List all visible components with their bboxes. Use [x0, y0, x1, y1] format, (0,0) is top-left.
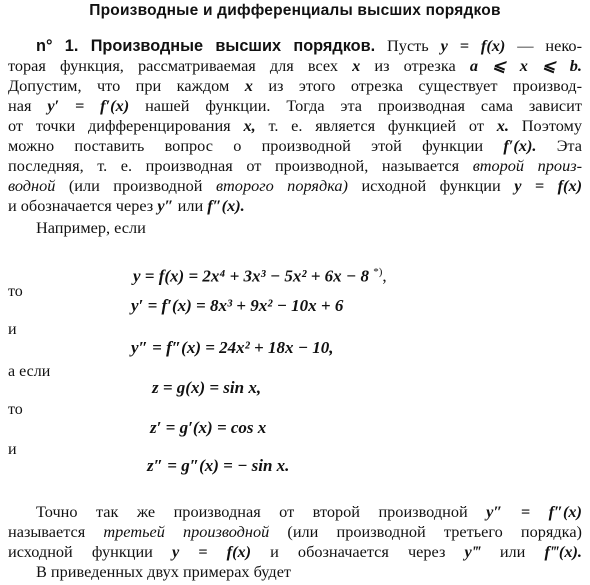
paragraph-line-7	[8, 156, 582, 176]
paragraph-line-5	[8, 116, 582, 136]
math-inline: y″ = f″(x)	[486, 502, 582, 521]
paragraph-line-1	[36, 36, 582, 56]
math-inline: y″	[157, 196, 174, 215]
paragraph-line-4	[8, 96, 582, 116]
text-fragment: или	[499, 542, 526, 561]
section-heading: n° 1. Производные высших порядков.	[36, 37, 376, 55]
math-inline: y = f(x)	[514, 176, 583, 195]
text-fragment: из отрезка	[374, 56, 456, 75]
equation-body: z′ = g′(x) = cos x	[150, 418, 267, 437]
text-fragment: из этого отрезка существует производ-	[268, 76, 583, 95]
last-line: В приведенных двух примерах будет	[36, 562, 292, 581]
math-inline: x,	[243, 116, 256, 135]
equation-2	[131, 296, 343, 316]
text-fragment: нашей функции. Тогда эта производная сама зависит	[145, 96, 582, 115]
equation-4	[152, 378, 261, 398]
paragraph2-line-3	[8, 542, 582, 562]
text-fragment: (или производной	[68, 176, 203, 195]
text-fragment: торая функция, рассматриваемая для всех	[8, 56, 339, 75]
text-fragment: — неко-	[517, 36, 582, 55]
connector-and-if: а если	[8, 363, 51, 380]
equation-6	[147, 456, 289, 476]
text-fragment: или	[177, 196, 204, 215]
math-inline: y = f(x)	[440, 36, 506, 55]
emphasis-term: второй произ-	[472, 156, 582, 175]
text-fragment: исходной функции	[8, 542, 153, 561]
connector-to: то	[8, 401, 23, 418]
equation-body: y″ = f″(x) = 24x² + 18x − 10,	[131, 338, 334, 357]
equation-3	[131, 338, 334, 358]
text-fragment: и обозначается через	[8, 196, 154, 215]
text-fragment: исходной функции	[361, 176, 501, 195]
emphasis-term: водной	[8, 176, 56, 195]
text-fragment: называется	[8, 522, 86, 541]
example-intro: Например, если	[36, 218, 146, 237]
equation-body: y′ = f′(x) = 8x³ + 9x² − 10x + 6	[131, 296, 344, 315]
text-fragment: Точно так же производная от второй производной	[36, 502, 468, 521]
math-inline: x	[244, 76, 253, 95]
equation-body: z = g(x) = sin x,	[152, 378, 262, 397]
math-inline: f‴(x).	[544, 542, 582, 561]
text-fragment: Эта	[556, 136, 582, 155]
paragraph-line-8	[8, 176, 582, 196]
connector-and: и	[8, 441, 17, 458]
paragraph-line-3	[8, 76, 582, 96]
paragraph2-line-1	[36, 502, 582, 522]
equation-body: y = f(x) = 2x⁴ + 3x³ − 5x² + 6x − 8	[133, 266, 369, 286]
math-inline: a ⩽ x ⩽ b.	[469, 56, 582, 75]
emphasis-term: второго порядка)	[215, 176, 348, 195]
text-fragment: Пусть	[387, 36, 429, 55]
paragraph-line-6	[8, 136, 582, 156]
math-inline: x	[352, 56, 361, 75]
emphasis-term: третьей производной	[103, 522, 270, 541]
text-fragment: последняя, т. е. производная от производной, называется	[8, 156, 460, 175]
text-fragment: и обозначается через	[270, 542, 446, 561]
equation-5	[150, 418, 266, 438]
equation-body: z″ = g″(x) = − sin x.	[147, 456, 290, 475]
math-inline: y′ = f′(x)	[47, 96, 130, 115]
math-inline: f′(x).	[503, 136, 537, 155]
footnote-marker: *)	[373, 266, 383, 278]
connector-to: то	[8, 283, 23, 300]
text-fragment: ная	[8, 96, 32, 115]
text-fragment: Допустим, что при каждом	[8, 76, 230, 95]
text-fragment: от точки дифференцирования	[8, 116, 231, 135]
paragraph-line-2	[8, 56, 582, 76]
math-inline: y = f(x)	[171, 542, 252, 561]
math-inline: y‴	[464, 542, 481, 561]
math-inline: f″(x).	[207, 196, 245, 215]
connector-and: и	[8, 321, 17, 338]
text-fragment: Поэтому	[521, 116, 582, 135]
equation-1	[133, 262, 387, 287]
paragraph-line-9	[8, 196, 582, 216]
page-title: Производные и дифференциалы высших порядков	[89, 2, 501, 19]
text-fragment: можно поставить вопрос о производной этой функции	[8, 136, 484, 155]
paragraph2-line-2	[8, 522, 582, 542]
equation-punctuation: ,	[382, 266, 387, 286]
math-inline: x.	[496, 116, 509, 135]
text-fragment: т. е. является функцией от	[268, 116, 484, 135]
text-fragment: (или производной третьего порядка)	[287, 522, 582, 541]
